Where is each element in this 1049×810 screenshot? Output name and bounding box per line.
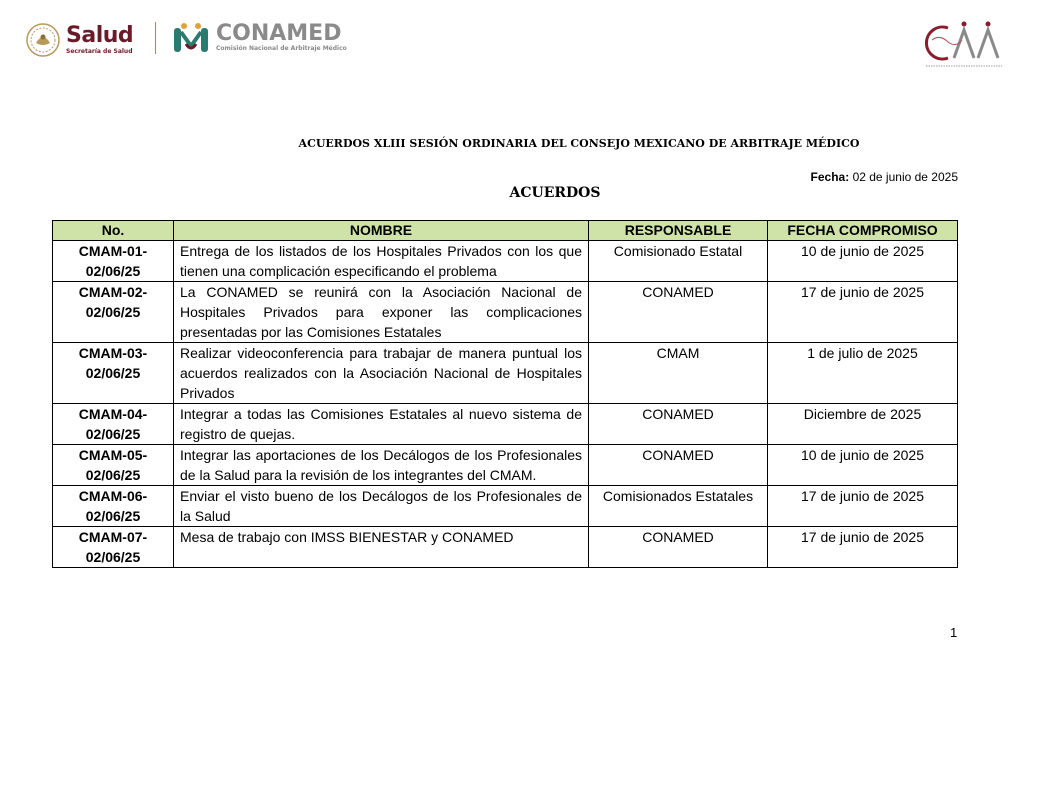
row-nombre: Realizar videoconferencia para trabajar de manera puntual los acuerdos realizados con la Asociación Nacional de Hospitales Privados: [174, 343, 589, 404]
row-number-line2: 02/06/25: [85, 365, 141, 381]
row-number: [53, 241, 174, 282]
conamed-emblem-icon: [172, 22, 210, 54]
table-row: [53, 527, 958, 568]
row-number: [53, 404, 174, 445]
conamed-wordmark: CONAMED: [216, 21, 342, 46]
row-number: [53, 343, 174, 404]
section-heading: ACUERDOS: [509, 185, 601, 201]
row-number: [53, 486, 174, 527]
row-fecha: 17 de junio de 2025: [768, 527, 958, 568]
row-responsable: Comisionado Estatal: [589, 241, 768, 282]
conamed-logo: [172, 22, 347, 54]
row-fecha: 10 de junio de 2025: [768, 445, 958, 486]
row-fecha: 17 de junio de 2025: [768, 282, 958, 343]
row-fecha: 17 de junio de 2025: [768, 486, 958, 527]
salud-wordmark: Salud: [66, 23, 134, 48]
table-header-row: [53, 221, 958, 241]
row-responsable: Comisionados Estatales: [589, 486, 768, 527]
table-row: [53, 343, 958, 404]
row-responsable: CONAMED: [589, 404, 768, 445]
table-row: [53, 404, 958, 445]
table-row: [53, 486, 958, 527]
row-number-line2: 02/06/25: [85, 549, 141, 565]
row-nombre: Integrar a todas las Comisiones Estatales al nuevo sistema de registro de quejas.: [174, 404, 589, 445]
page-number: 1: [950, 625, 958, 640]
row-number-line1: CMAM-07-: [78, 529, 148, 545]
column-header-nombre: NOMBRE: [174, 221, 589, 241]
row-nombre: La CONAMED se reunirá con la Asociación Nacional de Hospitales Privados para exponer las complicaciones presentadas por las Comisiones Estatales: [174, 282, 589, 343]
row-number-line1: CMAM-03-: [78, 345, 148, 361]
date-value: 02 de junio de 2025: [852, 170, 958, 184]
row-number-line1: CMAM-02-: [78, 284, 148, 300]
row-fecha: 1 de julio de 2025: [768, 343, 958, 404]
row-number: [53, 445, 174, 486]
document-header: [0, 0, 1049, 80]
column-header-no: No.: [53, 221, 174, 241]
document-title: ACUERDOS XLIII SESIÓN ORDINARIA DEL CONSEJO MEXICANO DE ARBITRAJE MÉDICO: [298, 137, 860, 150]
row-number-line1: CMAM-04-: [78, 406, 148, 422]
conamed-subtitle: Comisión Nacional de Arbitraje Médico: [216, 45, 347, 52]
row-number-line2: 02/06/25: [85, 263, 141, 279]
row-responsable: CMAM: [589, 343, 768, 404]
row-nombre: Integrar las aportaciones de los Decálogos de los Profesionales de la Salud para la revisión de los integrantes del CMAM.: [174, 445, 589, 486]
row-nombre: Enviar el visto bueno de los Decálogos de los Profesionales de la Salud: [174, 486, 589, 527]
column-header-fecha: FECHA COMPROMISO: [768, 221, 958, 241]
row-number-line1: CMAM-06-: [78, 488, 148, 504]
table-row: [53, 445, 958, 486]
document-date: [811, 170, 958, 184]
row-number-line2: 02/06/25: [85, 304, 141, 320]
salud-subtitle: Secretaría de Salud: [66, 48, 133, 55]
row-number-line2: 02/06/25: [85, 508, 141, 524]
row-number: [53, 527, 174, 568]
national-seal-icon: [26, 23, 60, 57]
row-responsable: CONAMED: [589, 527, 768, 568]
table-row: [53, 282, 958, 343]
row-nombre: Entrega de los listados de los Hospitales Privados con los que tienen una complicación especificando el problema: [174, 241, 589, 282]
row-responsable: CONAMED: [589, 445, 768, 486]
agreements-table: [52, 220, 958, 568]
table-row: [53, 241, 958, 282]
row-fecha: 10 de junio de 2025: [768, 241, 958, 282]
row-number-line2: 02/06/25: [85, 467, 141, 483]
row-fecha: Diciembre de 2025: [768, 404, 958, 445]
row-nombre: Mesa de trabajo con IMSS BIENESTAR y CONAMED: [174, 527, 589, 568]
salud-logo: [26, 20, 133, 60]
row-responsable: CONAMED: [589, 282, 768, 343]
date-label: Fecha:: [810, 170, 850, 184]
row-number-line2: 02/06/25: [85, 426, 141, 442]
column-header-responsable: RESPONSABLE: [589, 221, 768, 241]
row-number-line1: CMAM-01-: [78, 243, 148, 259]
cmam-logo-icon: [918, 18, 1010, 72]
logo-divider: [155, 22, 156, 54]
row-number-line1: CMAM-05-: [78, 447, 148, 463]
row-number: [53, 282, 174, 343]
